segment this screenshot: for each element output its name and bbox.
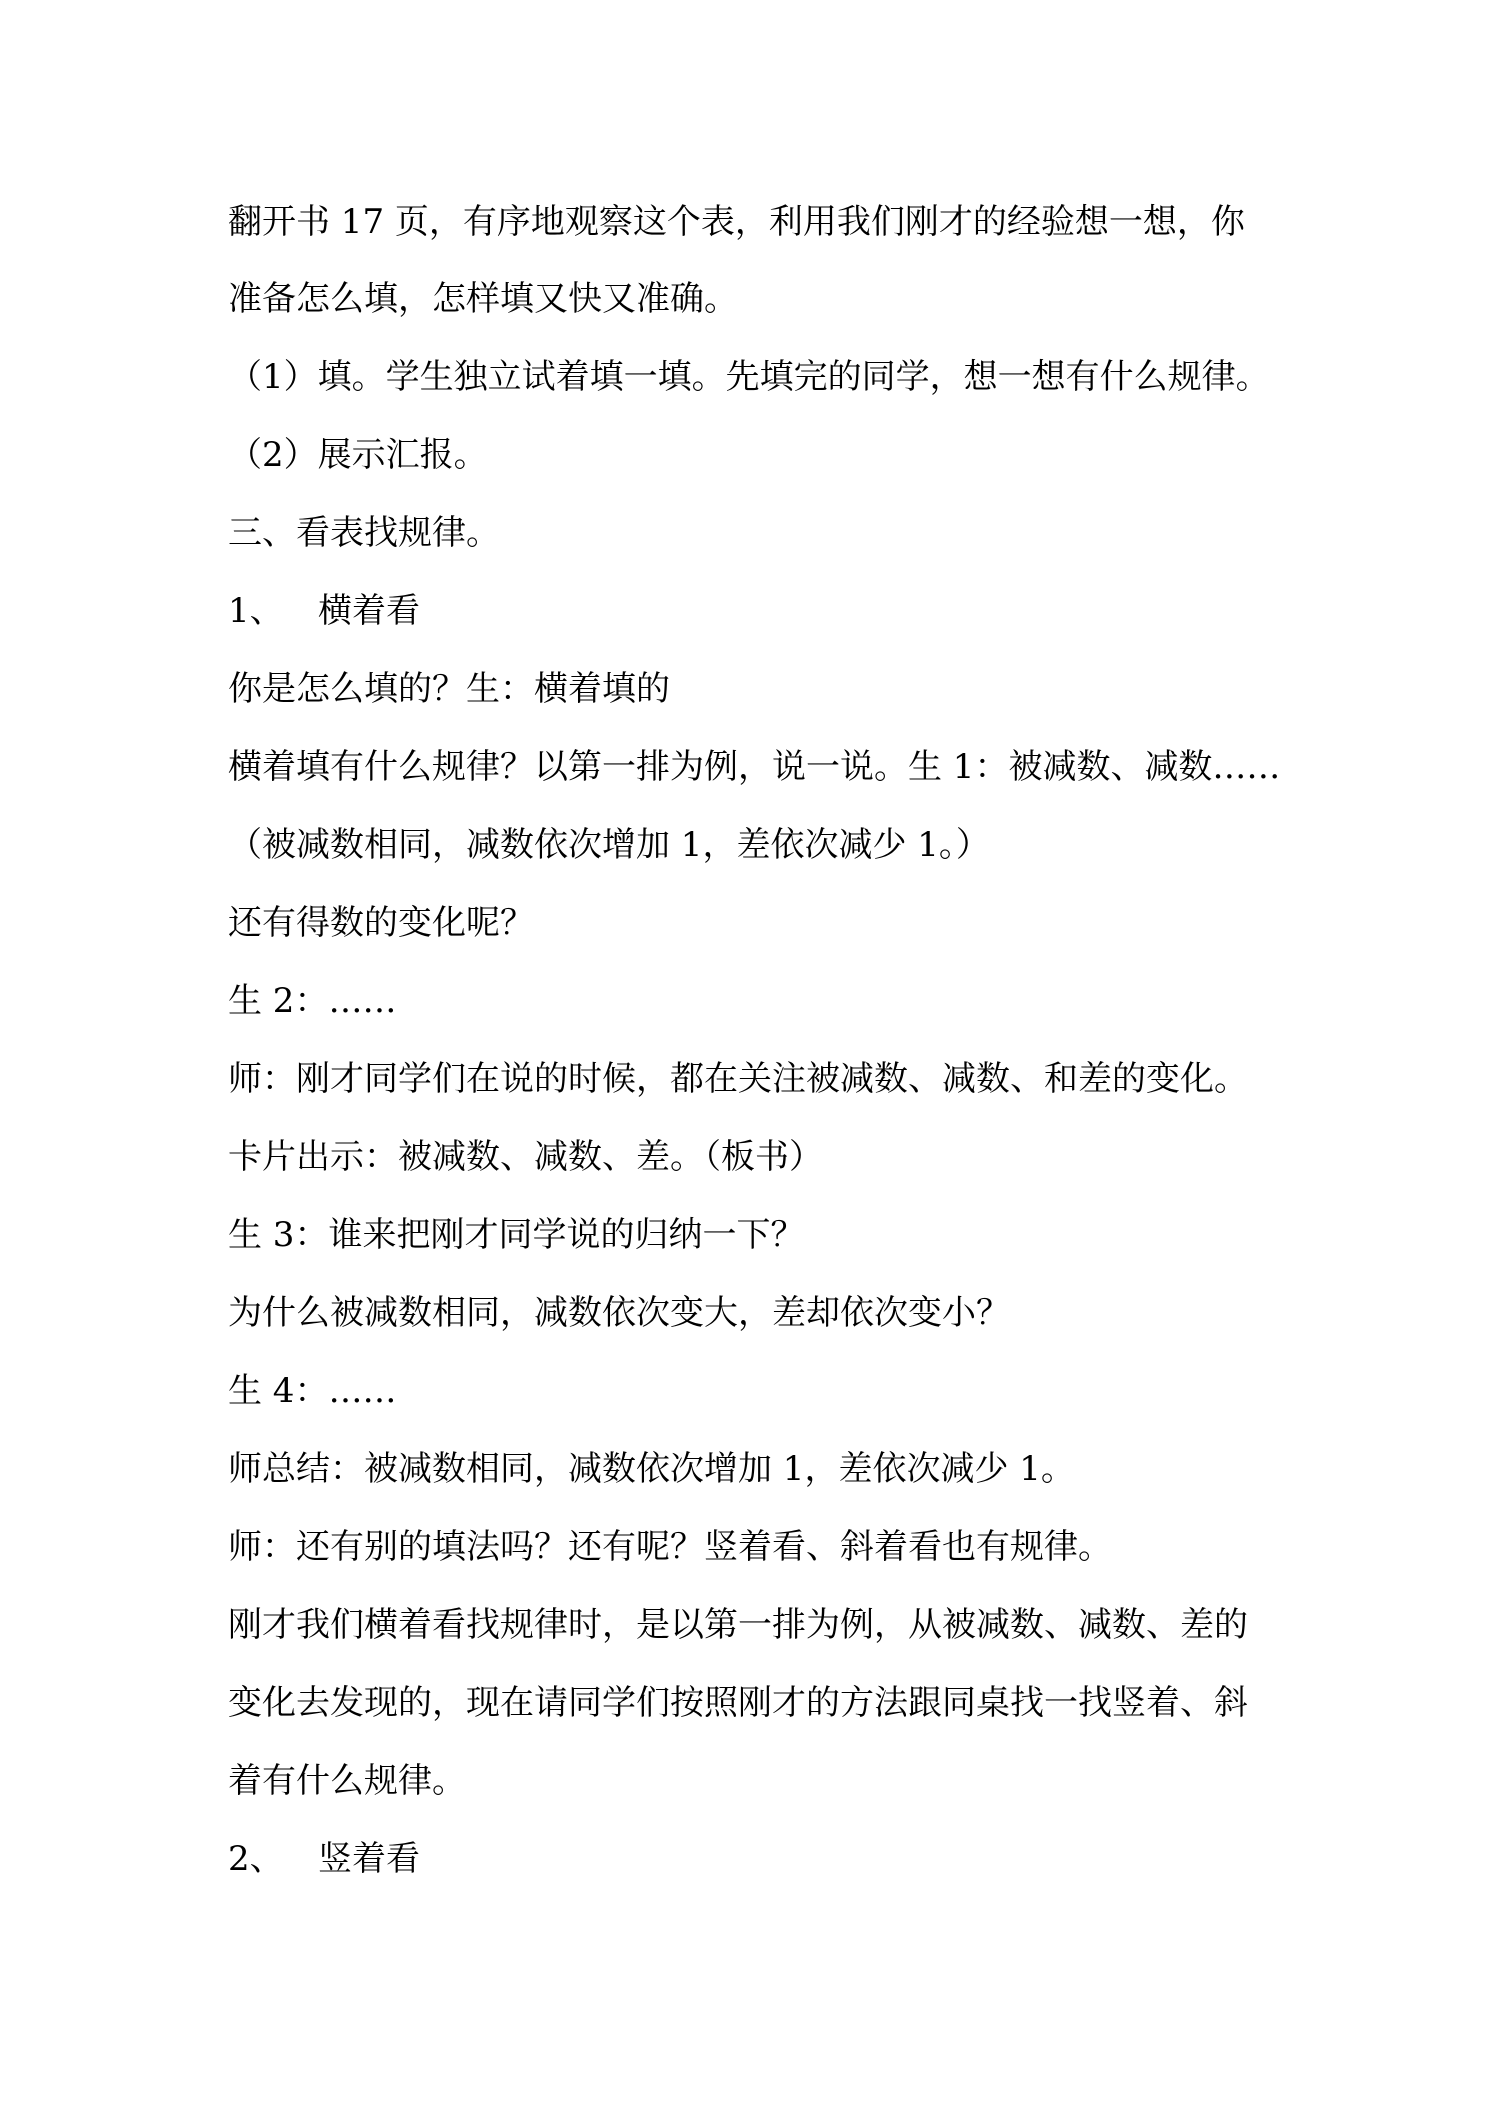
subsection-number: 2、 [228, 1839, 284, 1879]
paragraph-line: 师总结：被减数相同，减数依次增加 1，差依次减少 1。 [228, 1449, 1075, 1489]
paragraph-line: 变化去发现的，现在请同学们按照刚才的方法跟同桌找一找竖着、斜 [228, 1683, 1248, 1723]
paragraph-line: 生 4：…… [228, 1371, 397, 1411]
section-heading: 三、看表找规律。 [228, 513, 500, 553]
paragraph-line: 生 3：谁来把刚才同学说的归纳一下？ [228, 1215, 805, 1255]
paragraph-line: 师：刚才同学们在说的时候，都在关注被减数、减数、和差的变化。 [228, 1059, 1248, 1099]
paragraph-line: 师：还有别的填法吗？还有呢？竖着看、斜着看也有规律。 [228, 1527, 1112, 1567]
paragraph-line: 还有得数的变化呢？ [228, 903, 534, 943]
paragraph-line: 生 2：…… [228, 981, 397, 1021]
paragraph-line: 着有什么规律。 [228, 1761, 466, 1801]
paragraph-line: （2）展示汇报。 [228, 435, 488, 475]
paragraph-line: 准备怎么填，怎样填又快又准确。 [228, 279, 738, 319]
paragraph-line: （1）填。学生独立试着填一填。先填完的同学，想一想有什么规律。 [228, 357, 1270, 397]
paragraph-line: 翻开书 17 页，有序地观察这个表，利用我们刚才的经验想一想，你 [228, 202, 1245, 242]
subsection-number: 1、 [228, 591, 284, 631]
paragraph-line: 横着填有什么规律？以第一排为例，说一说。生 1：被减数、减数…… [228, 747, 1281, 787]
paragraph-line: 卡片出示：被减数、减数、差。（板书） [228, 1137, 823, 1177]
paragraph-line: （被减数相同，减数依次增加 1，差依次减少 1。） [228, 825, 990, 865]
subsection-title: 竖着看 [318, 1839, 420, 1879]
subsection-title: 横着看 [318, 591, 420, 631]
subsection-heading-vertical [228, 1834, 420, 1884]
paragraph-line: 为什么被减数相同，减数依次变大，差却依次变小？ [228, 1293, 1010, 1333]
paragraph-line: 刚才我们横着看找规律时，是以第一排为例，从被减数、减数、差的 [228, 1605, 1248, 1645]
subsection-heading-horizontal [228, 586, 420, 636]
paragraph-line: 你是怎么填的？生：横着填的 [228, 669, 670, 709]
